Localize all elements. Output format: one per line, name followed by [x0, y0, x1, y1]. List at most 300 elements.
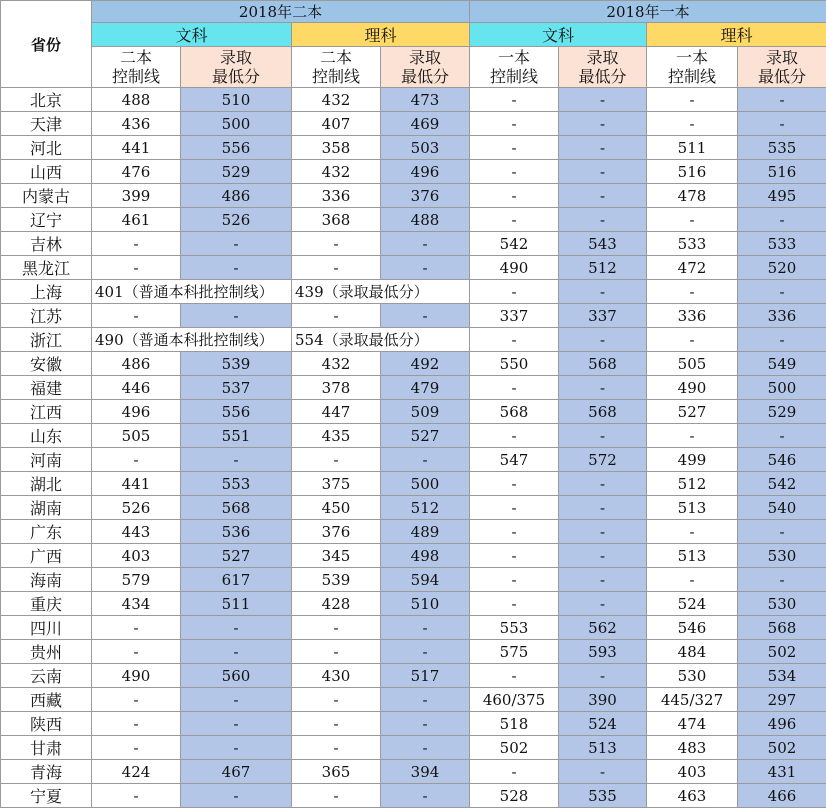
erben-wen-min-cell: 527 [181, 544, 292, 568]
yiben-li-ctrl-cell: 533 [647, 232, 738, 256]
merged-wenke-cell: 490（普通本科批控制线） [92, 328, 292, 352]
erben-wen-ctrl-cell: 436 [92, 112, 181, 136]
yiben-wen-ctrl-cell: - [470, 208, 559, 232]
erben-li-min-cell: 376 [381, 184, 470, 208]
erben-wen-ctrl-cell: 505 [92, 424, 181, 448]
erben-li-ctrl-cell: - [292, 256, 381, 280]
erben-wen-ctrl-cell: - [92, 232, 181, 256]
erben-wen-ctrl-cell: 486 [92, 352, 181, 376]
yiben-li-ctrl-cell: 474 [647, 712, 738, 736]
col-header-erben-wen-ctrl: 二本 控制线 [92, 47, 181, 88]
yiben-wen-ctrl-cell: 518 [470, 712, 559, 736]
erben-li-min-cell: 479 [381, 376, 470, 400]
yiben-wen-min-cell: - [559, 88, 647, 112]
yiben-li-min-cell: 540 [738, 496, 826, 520]
table-row [1, 520, 826, 544]
erben-li-min-cell: - [381, 256, 470, 280]
yiben-wen-ctrl-cell: - [470, 88, 559, 112]
yiben-wen-ctrl-cell: - [470, 544, 559, 568]
yiben-wen-min-cell: 535 [559, 784, 647, 808]
yiben-wen-min-cell: 390 [559, 688, 647, 712]
yiben-wen-ctrl-cell: - [470, 424, 559, 448]
yiben-li-ctrl-cell: - [647, 112, 738, 136]
erben-li-ctrl-cell: 432 [292, 160, 381, 184]
yiben-li-ctrl-cell: 483 [647, 736, 738, 760]
yiben-wen-ctrl-cell: 542 [470, 232, 559, 256]
yiben-wen-min-cell: - [559, 208, 647, 232]
table-row [1, 232, 826, 256]
erben-li-ctrl-cell: - [292, 448, 381, 472]
yiben-li-min-cell: - [738, 328, 826, 352]
erben-li-ctrl-cell: - [292, 616, 381, 640]
table-row [1, 208, 826, 232]
erben-li-ctrl-cell: 432 [292, 352, 381, 376]
yiben-wen-ctrl-cell: 550 [470, 352, 559, 376]
yiben-li-min-cell: 502 [738, 736, 826, 760]
erben-li-min-cell: 510 [381, 592, 470, 616]
yiben-wen-ctrl-cell: - [470, 520, 559, 544]
table-row [1, 472, 826, 496]
table-row [1, 160, 826, 184]
yiben-li-min-cell: 500 [738, 376, 826, 400]
yiben-wen-min-cell: - [559, 760, 647, 784]
province-cell: 甘肃 [1, 736, 92, 760]
yiben-li-ctrl-cell: - [647, 208, 738, 232]
yiben-wen-min-cell: - [559, 520, 647, 544]
erben-li-min-cell: - [381, 784, 470, 808]
col-header-erben-li-ctrl: 二本 控制线 [292, 47, 381, 88]
yiben-li-min-cell: 431 [738, 760, 826, 784]
table-row [1, 664, 826, 688]
yiben-li-min-cell: 535 [738, 136, 826, 160]
col-header-erben-li-min: 录取 最低分 [381, 47, 470, 88]
erben-li-min-cell: 498 [381, 544, 470, 568]
erben-li-ctrl-cell: 432 [292, 88, 381, 112]
erben-li-min-cell: - [381, 736, 470, 760]
table-row [1, 328, 826, 352]
erben-wen-ctrl-cell: 496 [92, 400, 181, 424]
erben-wen-ctrl-cell: - [92, 256, 181, 280]
erben-wen-min-cell: 553 [181, 472, 292, 496]
erben-li-ctrl-cell: - [292, 640, 381, 664]
yiben-wen-min-cell: - [559, 544, 647, 568]
table-row [1, 352, 826, 376]
erben-wen-min-cell: 551 [181, 424, 292, 448]
col-header-yiben-li-ctrl: 一本 控制线 [647, 47, 738, 88]
yiben-wen-min-cell: - [559, 592, 647, 616]
yiben-wen-min-cell: 562 [559, 616, 647, 640]
col-header-yiben-li-min: 录取 最低分 [738, 47, 826, 88]
yiben-li-min-cell: - [738, 88, 826, 112]
yiben-li-min-cell: - [738, 280, 826, 304]
table-row [1, 448, 826, 472]
yiben-wen-min-cell: 572 [559, 448, 647, 472]
erben-li-min-cell: 517 [381, 664, 470, 688]
province-cell: 贵州 [1, 640, 92, 664]
subheader-wenke-yiben: 文科 [470, 23, 647, 47]
yiben-wen-min-cell: - [559, 136, 647, 160]
province-cell: 黑龙江 [1, 256, 92, 280]
province-cell: 陕西 [1, 712, 92, 736]
merged-wenke-cell: 401（普通本科批控制线） [92, 280, 292, 304]
province-cell: 青海 [1, 760, 92, 784]
erben-wen-min-cell: - [181, 640, 292, 664]
erben-li-ctrl-cell: 447 [292, 400, 381, 424]
yiben-li-ctrl-cell: 472 [647, 256, 738, 280]
erben-wen-min-cell: 556 [181, 400, 292, 424]
erben-li-ctrl-cell: 407 [292, 112, 381, 136]
province-cell: 宁夏 [1, 784, 92, 808]
erben-wen-min-cell: - [181, 232, 292, 256]
erben-li-ctrl-cell: - [292, 688, 381, 712]
yiben-li-ctrl-cell: - [647, 328, 738, 352]
erben-li-ctrl-cell: - [292, 736, 381, 760]
erben-wen-ctrl-cell: 490 [92, 664, 181, 688]
group-header-2018-yiben: 2018年一本 [470, 1, 826, 23]
erben-wen-ctrl-cell: - [92, 712, 181, 736]
yiben-li-ctrl-cell: 336 [647, 304, 738, 328]
province-cell: 河南 [1, 448, 92, 472]
erben-li-min-cell: 509 [381, 400, 470, 424]
table-row [1, 184, 826, 208]
yiben-wen-min-cell: - [559, 664, 647, 688]
province-cell: 福建 [1, 376, 92, 400]
table-row [1, 712, 826, 736]
yiben-li-ctrl-cell: 490 [647, 376, 738, 400]
erben-wen-min-cell: - [181, 736, 292, 760]
erben-wen-ctrl-cell: - [92, 448, 181, 472]
yiben-wen-ctrl-cell: 460/375 [470, 688, 559, 712]
yiben-wen-ctrl-cell: - [470, 664, 559, 688]
yiben-li-ctrl-cell: 513 [647, 544, 738, 568]
yiben-wen-ctrl-cell: 337 [470, 304, 559, 328]
province-cell: 上海 [1, 280, 92, 304]
yiben-wen-min-cell: - [559, 280, 647, 304]
erben-wen-ctrl-cell: - [92, 640, 181, 664]
erben-wen-min-cell: - [181, 784, 292, 808]
yiben-li-min-cell: 534 [738, 664, 826, 688]
subheader-like-yiben: 理科 [647, 23, 826, 47]
erben-wen-ctrl-cell: 424 [92, 760, 181, 784]
yiben-li-ctrl-cell: - [647, 520, 738, 544]
erben-wen-ctrl-cell: - [92, 784, 181, 808]
yiben-li-min-cell: 520 [738, 256, 826, 280]
province-cell: 山东 [1, 424, 92, 448]
erben-wen-min-cell: 617 [181, 568, 292, 592]
province-cell: 安徽 [1, 352, 92, 376]
province-cell: 辽宁 [1, 208, 92, 232]
province-cell: 浙江 [1, 328, 92, 352]
erben-wen-ctrl-cell: - [92, 616, 181, 640]
yiben-wen-min-cell: - [559, 424, 647, 448]
erben-wen-ctrl-cell: 399 [92, 184, 181, 208]
erben-li-ctrl-cell: - [292, 712, 381, 736]
table-row [1, 784, 826, 808]
erben-li-ctrl-cell: 430 [292, 664, 381, 688]
erben-li-min-cell: - [381, 304, 470, 328]
erben-wen-ctrl-cell: - [92, 304, 181, 328]
erben-wen-min-cell: - [181, 304, 292, 328]
yiben-wen-min-cell: 513 [559, 736, 647, 760]
yiben-wen-min-cell: - [559, 184, 647, 208]
erben-wen-ctrl-cell: 526 [92, 496, 181, 520]
yiben-wen-ctrl-cell: - [470, 592, 559, 616]
province-cell: 吉林 [1, 232, 92, 256]
yiben-wen-ctrl-cell: 528 [470, 784, 559, 808]
erben-li-min-cell: - [381, 616, 470, 640]
yiben-li-min-cell: - [738, 208, 826, 232]
table-row [1, 376, 826, 400]
province-cell: 天津 [1, 112, 92, 136]
erben-wen-min-cell: 568 [181, 496, 292, 520]
yiben-wen-min-cell: - [559, 472, 647, 496]
yiben-wen-ctrl-cell: 490 [470, 256, 559, 280]
erben-li-min-cell: 500 [381, 472, 470, 496]
erben-li-ctrl-cell: 365 [292, 760, 381, 784]
province-cell: 广东 [1, 520, 92, 544]
erben-li-min-cell: 527 [381, 424, 470, 448]
erben-wen-min-cell: 539 [181, 352, 292, 376]
yiben-wen-ctrl-cell: - [470, 112, 559, 136]
yiben-wen-min-cell: - [559, 160, 647, 184]
table-row [1, 760, 826, 784]
erben-wen-ctrl-cell: - [92, 736, 181, 760]
yiben-li-ctrl-cell: - [647, 280, 738, 304]
yiben-li-ctrl-cell: 403 [647, 760, 738, 784]
yiben-li-min-cell: 529 [738, 400, 826, 424]
yiben-li-min-cell: 516 [738, 160, 826, 184]
yiben-li-ctrl-cell: 445/327 [647, 688, 738, 712]
erben-li-min-cell: 492 [381, 352, 470, 376]
erben-li-ctrl-cell: - [292, 784, 381, 808]
erben-li-ctrl-cell: 435 [292, 424, 381, 448]
erben-wen-min-cell: 486 [181, 184, 292, 208]
erben-li-ctrl-cell: 375 [292, 472, 381, 496]
yiben-li-ctrl-cell: 516 [647, 160, 738, 184]
erben-li-ctrl-cell: - [292, 232, 381, 256]
subheader-wenke-erben: 文科 [92, 23, 292, 47]
erben-li-min-cell: - [381, 232, 470, 256]
erben-wen-min-cell: 537 [181, 376, 292, 400]
yiben-li-ctrl-cell: 505 [647, 352, 738, 376]
erben-wen-ctrl-cell: 434 [92, 592, 181, 616]
erben-wen-min-cell: - [181, 688, 292, 712]
yiben-wen-ctrl-cell: - [470, 568, 559, 592]
table-row [1, 496, 826, 520]
table-row [1, 592, 826, 616]
yiben-wen-ctrl-cell: - [470, 184, 559, 208]
table-row [1, 640, 826, 664]
yiben-wen-ctrl-cell: - [470, 280, 559, 304]
yiben-wen-min-cell: 543 [559, 232, 647, 256]
table-row [1, 136, 826, 160]
erben-wen-ctrl-cell: 461 [92, 208, 181, 232]
yiben-wen-min-cell: - [559, 496, 647, 520]
yiben-li-min-cell: 549 [738, 352, 826, 376]
yiben-wen-min-cell: 593 [559, 640, 647, 664]
erben-li-min-cell: 489 [381, 520, 470, 544]
erben-wen-min-cell: 526 [181, 208, 292, 232]
yiben-wen-min-cell: - [559, 112, 647, 136]
yiben-wen-ctrl-cell: - [470, 472, 559, 496]
erben-wen-ctrl-cell: 443 [92, 520, 181, 544]
yiben-li-ctrl-cell: 484 [647, 640, 738, 664]
erben-wen-min-cell: 511 [181, 592, 292, 616]
yiben-li-min-cell: - [738, 568, 826, 592]
table-row [1, 400, 826, 424]
yiben-li-ctrl-cell: 546 [647, 616, 738, 640]
province-cell: 广西 [1, 544, 92, 568]
table-row [1, 424, 826, 448]
yiben-li-min-cell: 542 [738, 472, 826, 496]
yiben-wen-ctrl-cell: - [470, 328, 559, 352]
erben-li-min-cell: 394 [381, 760, 470, 784]
yiben-li-ctrl-cell: 527 [647, 400, 738, 424]
yiben-wen-ctrl-cell: - [470, 136, 559, 160]
table-row [1, 280, 826, 304]
yiben-li-min-cell: 297 [738, 688, 826, 712]
province-cell: 湖南 [1, 496, 92, 520]
yiben-li-ctrl-cell: 478 [647, 184, 738, 208]
yiben-li-min-cell: 568 [738, 616, 826, 640]
yiben-li-ctrl-cell: - [647, 424, 738, 448]
yiben-li-min-cell: - [738, 424, 826, 448]
erben-wen-ctrl-cell: 579 [92, 568, 181, 592]
province-header: 省份 [1, 1, 92, 88]
province-cell: 河北 [1, 136, 92, 160]
erben-wen-ctrl-cell: 446 [92, 376, 181, 400]
erben-li-min-cell: 496 [381, 160, 470, 184]
erben-wen-min-cell: 467 [181, 760, 292, 784]
yiben-wen-ctrl-cell: - [470, 160, 559, 184]
province-cell: 海南 [1, 568, 92, 592]
merged-like-cell: 554（录取最低分） [292, 328, 470, 352]
yiben-li-min-cell: 530 [738, 592, 826, 616]
erben-wen-ctrl-cell: 488 [92, 88, 181, 112]
yiben-li-min-cell: 533 [738, 232, 826, 256]
yiben-li-min-cell: 546 [738, 448, 826, 472]
yiben-wen-min-cell: - [559, 328, 647, 352]
erben-wen-ctrl-cell: 441 [92, 136, 181, 160]
yiben-li-min-cell: - [738, 520, 826, 544]
erben-li-ctrl-cell: 345 [292, 544, 381, 568]
erben-li-min-cell: - [381, 688, 470, 712]
yiben-li-ctrl-cell: - [647, 568, 738, 592]
yiben-wen-min-cell: 337 [559, 304, 647, 328]
table-row [1, 256, 826, 280]
erben-wen-ctrl-cell: 476 [92, 160, 181, 184]
yiben-li-min-cell: 496 [738, 712, 826, 736]
erben-wen-min-cell: 510 [181, 88, 292, 112]
col-header-yiben-wen-min: 录取 最低分 [559, 47, 647, 88]
erben-li-min-cell: 488 [381, 208, 470, 232]
erben-li-ctrl-cell: 376 [292, 520, 381, 544]
erben-li-min-cell: - [381, 640, 470, 664]
table-row [1, 616, 826, 640]
table-row [1, 88, 826, 112]
subheader-like-erben: 理科 [292, 23, 470, 47]
yiben-wen-min-cell: - [559, 568, 647, 592]
erben-li-min-cell: 512 [381, 496, 470, 520]
col-header-yiben-wen-ctrl: 一本 控制线 [470, 47, 559, 88]
yiben-wen-min-cell: 512 [559, 256, 647, 280]
table-row [1, 112, 826, 136]
erben-li-ctrl-cell: 450 [292, 496, 381, 520]
erben-li-ctrl-cell: 428 [292, 592, 381, 616]
erben-li-min-cell: - [381, 712, 470, 736]
province-cell: 西藏 [1, 688, 92, 712]
erben-wen-min-cell: 500 [181, 112, 292, 136]
province-cell: 湖北 [1, 472, 92, 496]
yiben-li-ctrl-cell: 513 [647, 496, 738, 520]
yiben-wen-ctrl-cell: 575 [470, 640, 559, 664]
table-row [1, 304, 826, 328]
yiben-wen-min-cell: 568 [559, 400, 647, 424]
erben-li-min-cell: 469 [381, 112, 470, 136]
erben-li-min-cell: - [381, 448, 470, 472]
table-row [1, 688, 826, 712]
province-cell: 江苏 [1, 304, 92, 328]
province-cell: 重庆 [1, 592, 92, 616]
erben-li-ctrl-cell: 539 [292, 568, 381, 592]
erben-wen-ctrl-cell: - [92, 688, 181, 712]
yiben-li-min-cell: 530 [738, 544, 826, 568]
yiben-li-ctrl-cell: - [647, 88, 738, 112]
erben-li-ctrl-cell: 336 [292, 184, 381, 208]
yiben-wen-ctrl-cell: - [470, 496, 559, 520]
yiben-li-ctrl-cell: 499 [647, 448, 738, 472]
province-cell: 山西 [1, 160, 92, 184]
erben-li-min-cell: 473 [381, 88, 470, 112]
merged-like-cell: 439（录取最低分） [292, 280, 470, 304]
group-header-2018-erben: 2018年二本 [92, 1, 470, 23]
erben-wen-min-cell: 529 [181, 160, 292, 184]
yiben-wen-min-cell: 524 [559, 712, 647, 736]
yiben-wen-ctrl-cell: 553 [470, 616, 559, 640]
yiben-li-min-cell: 502 [738, 640, 826, 664]
erben-wen-ctrl-cell: 403 [92, 544, 181, 568]
province-cell: 内蒙古 [1, 184, 92, 208]
erben-wen-min-cell: - [181, 712, 292, 736]
yiben-li-min-cell: 466 [738, 784, 826, 808]
erben-li-min-cell: 503 [381, 136, 470, 160]
erben-wen-min-cell: 556 [181, 136, 292, 160]
erben-wen-ctrl-cell: 441 [92, 472, 181, 496]
erben-wen-min-cell: 536 [181, 520, 292, 544]
yiben-li-ctrl-cell: 512 [647, 472, 738, 496]
province-cell: 江西 [1, 400, 92, 424]
table-row [1, 736, 826, 760]
erben-wen-min-cell: - [181, 616, 292, 640]
erben-li-ctrl-cell: 378 [292, 376, 381, 400]
yiben-wen-ctrl-cell: 502 [470, 736, 559, 760]
erben-wen-min-cell: 560 [181, 664, 292, 688]
province-cell: 北京 [1, 88, 92, 112]
erben-li-ctrl-cell: 358 [292, 136, 381, 160]
yiben-wen-min-cell: - [559, 376, 647, 400]
yiben-wen-ctrl-cell: 568 [470, 400, 559, 424]
yiben-li-min-cell: - [738, 112, 826, 136]
yiben-wen-ctrl-cell: 547 [470, 448, 559, 472]
yiben-li-ctrl-cell: 511 [647, 136, 738, 160]
yiben-li-min-cell: 495 [738, 184, 826, 208]
yiben-wen-min-cell: 568 [559, 352, 647, 376]
yiben-wen-ctrl-cell: - [470, 376, 559, 400]
province-cell: 云南 [1, 664, 92, 688]
yiben-li-ctrl-cell: 524 [647, 592, 738, 616]
yiben-li-min-cell: 336 [738, 304, 826, 328]
province-cell: 四川 [1, 616, 92, 640]
